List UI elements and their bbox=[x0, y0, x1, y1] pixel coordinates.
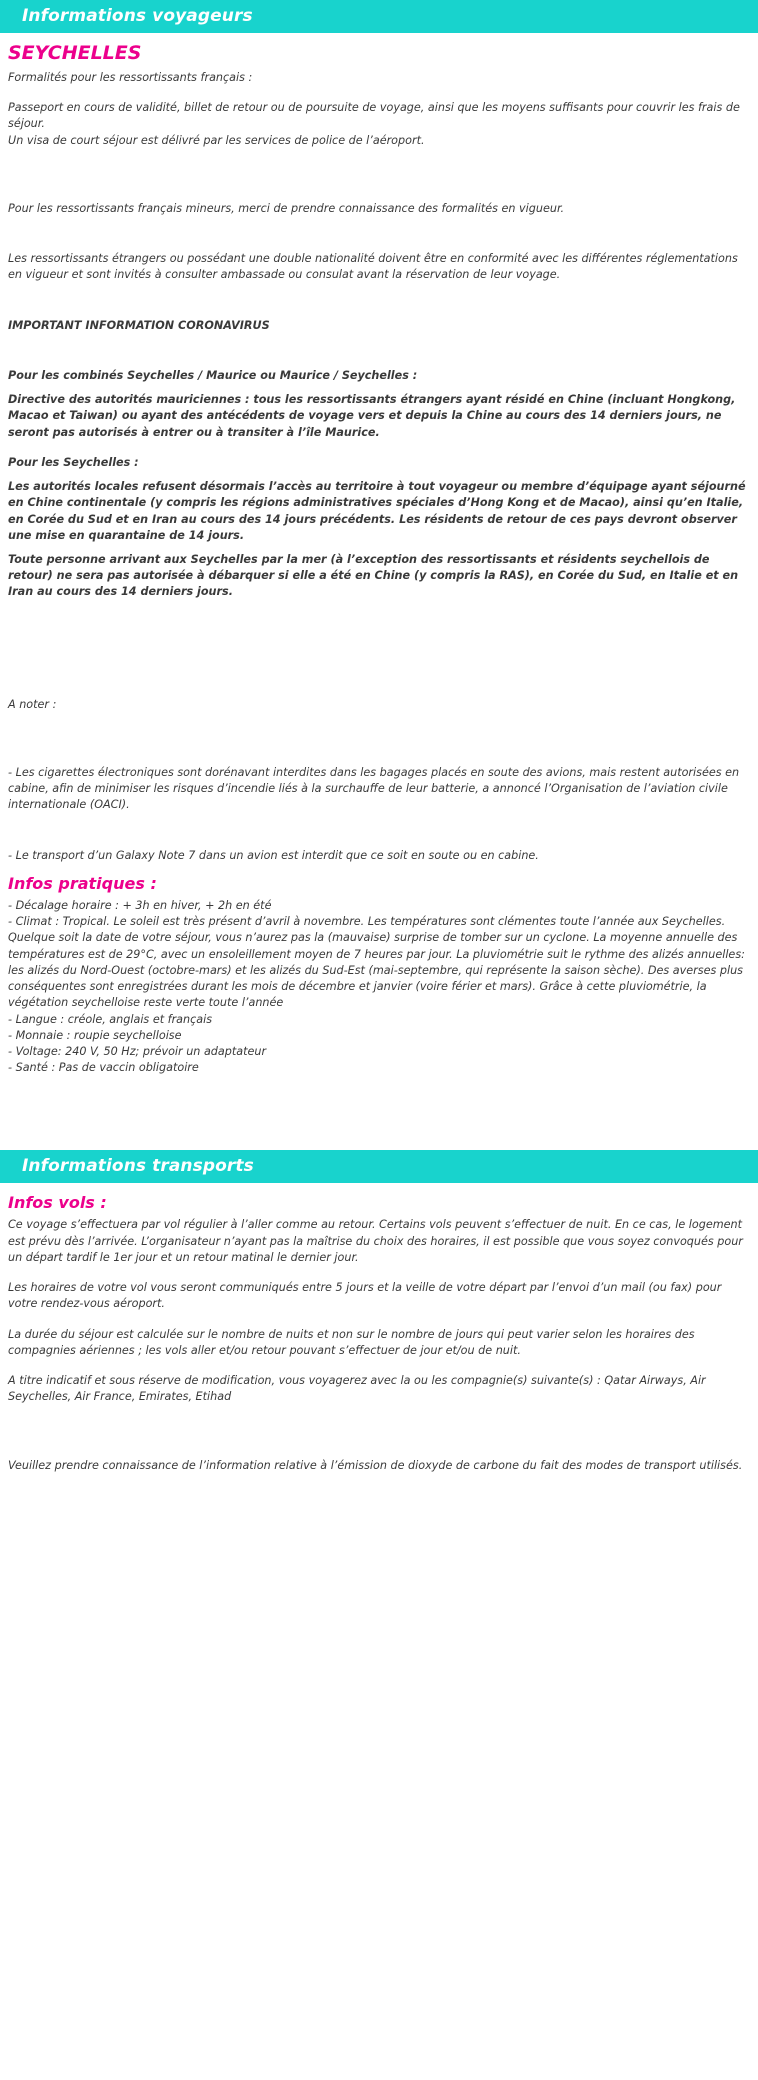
transports-body bbox=[0, 1193, 758, 1473]
infos-pratiques-item: - Voltage: 240 V, 50 Hz; prévoir un adaptateur bbox=[8, 1044, 267, 1058]
section-header-voyageurs: Informations voyageurs bbox=[0, 0, 758, 33]
seychelles-title: Pour les Seychelles : bbox=[8, 455, 139, 469]
a-noter-label: A noter : bbox=[8, 697, 57, 711]
infos-pratiques-item: - Monnaie : roupie seychelloise bbox=[8, 1028, 182, 1042]
arrivee-par-mer-paragraph: Toute personne arrivant aux Seychelles par la mer (à l’exception des ressortissants et résidents seychellois de retour) ne sera pas autorisée à débarquer si elle a été en Chine (y compris la RAS), en Corée du Sud, en Italie et en Iran au cours des 14 derniers jours. bbox=[8, 552, 739, 599]
country-title: SEYCHELLES bbox=[8, 42, 142, 64]
vols-paragraph-4: A titre indicatif et sous réserve de modification, vous voyagerez avec la ou les compagnie(s) suivante(s) : Qatar Airways, Air Seychelles, Air France, Emirates, Etihad bbox=[8, 1374, 706, 1404]
infos-vols-title: Infos vols : bbox=[8, 1193, 107, 1213]
infos-pratiques-list bbox=[4, 898, 750, 1077]
etrangers-paragraph: Les ressortissants étrangers ou possédant une double nationalité doivent être en conformité avec les différentes réglementations en vigueur et sont invités à consulter ambassade ou consulat avant la réservation de leur voyage. bbox=[8, 252, 738, 282]
coronavirus-title: IMPORTANT INFORMATION CORONAVIRUS bbox=[8, 318, 270, 332]
infos-pratiques-item: - Climat : Tropical. Le soleil est très présent d’avril à novembre. Les températures sont clémentes toute l’année aux Seychelles. Quelque soit la date de votre séjour, vous n’aurez pas la (mauvaise) surprise de tomber sur un cyclone. La moyenne annuelle des températures est de 29°C, avec un ensoleillement moyen de 7 heures par jour. La pluviométrie suit le rythme des alizés annuelles: les alizés du Nord-Ouest (octobre-mars) et les alizés du Sud-Est (mai-septembre, qui représente la saison sèche). Des averses plus conséquentes sont enregistrées durant les mois de décembre et janvier (voire férier et mars). Grâce à cette pluviométrie, la végétation seychelloise reste verte toute l’année bbox=[8, 915, 745, 1010]
mineurs-paragraph: Pour les ressortissants français mineurs, merci de prendre connaissance des formalités en vigueur. bbox=[8, 201, 565, 215]
autorites-locales-paragraph: Les autorités locales refusent désormais l’accès au territoire à tout voyageur ou membre d’équipage ayant séjourné en Chine continentale (y compris les régions administratives spéciales d’Hong Kong et de Macao), ainsi qu’en Italie, en Corée du Sud et en Iran au cours des 14 jours précédents. Les résidents de retour de ces pays devront observer une mise en quarantaine de 14 jours. bbox=[8, 480, 746, 542]
directive-mauricienne: Directive des autorités mauriciennes : tous les ressortissants étrangers ayant résidé en Chine (incluant Hongkong, Macao et Taiwan) ou ayant des antécédents de voyage vers et depuis la Chine au cours des 14 derniers jours, ne seront pas autorisés à entrer ou à transiter à l’île Maurice. bbox=[8, 393, 736, 439]
infos-pratiques-item: - Langue : créole, anglais et français bbox=[8, 1012, 213, 1026]
combines-title: Pour les combinés Seychelles / Maurice ou Maurice / Seychelles : bbox=[8, 368, 418, 382]
cigarettes-electroniques-note: - Les cigarettes électroniques sont dorénavant interdites dans les bagages placés en soute des avions, mais restent autorisées en cabine, afin de minimiser les risques d’incendie liés à la surchauffe de leur batterie, a annoncé l’Organisation de l’aviation civile internationale (OACI). bbox=[8, 765, 740, 812]
passport-line-2: Un visa de court séjour est délivré par les services de police de l’aéroport. bbox=[8, 133, 425, 147]
infos-pratiques-item: - Décalage horaire : + 3h en hiver, + 2h en été bbox=[8, 898, 272, 912]
section-header-transports: Informations transports bbox=[0, 1150, 758, 1183]
formalites-intro: Formalités pour les ressortissants français : bbox=[8, 71, 253, 84]
vols-paragraph-2: Les horaires de votre vol vous seront communiqués entre 5 jours et la veille de votre départ par l’envoi d’un mail (ou fax) pour votre rendez-vous aéroport. bbox=[8, 1281, 722, 1311]
vols-paragraph-5: Veuillez prendre connaissance de l’information relative à l’émission de dioxyde de carbone du fait des modes de transport utilisés. bbox=[8, 1458, 743, 1472]
passport-line-1: Passeport en cours de validité, billet de retour ou de poursuite de voyage, ainsi que les moyens suffisants pour couvrir les frais de séjour. bbox=[8, 101, 740, 131]
galaxy-note-7-note: - Le transport d’un Galaxy Note 7 dans un avion est interdit que ce soit en soute ou en cabine. bbox=[8, 848, 539, 862]
infos-pratiques-title: Infos pratiques : bbox=[8, 873, 157, 893]
infos-pratiques-item: - Santé : Pas de vaccin obligatoire bbox=[8, 1061, 199, 1075]
voyageurs-body bbox=[0, 42, 758, 1150]
vols-paragraph-3: La durée du séjour est calculée sur le nombre de nuits et non sur le nombre de jours qui peut varier selon les horaires des compagnies aériennes ; les vols aller et/ou retour pouvant s’effectuer de jour et/ou de nuit. bbox=[8, 1327, 695, 1357]
vols-paragraph-1: Ce voyage s’effectuera par vol régulier à l’aller comme au retour. Certains vols peuvent s’effectuer de nuit. En ce cas, le logement est prévu dès l’arrivée. L’organisateur n’ayant pas la maîtrise du choix des horaires, il est possible que vous soyez convoqués pour un départ tardif le 1er jour et un retour matinal le dernier jour. bbox=[8, 1218, 743, 1264]
